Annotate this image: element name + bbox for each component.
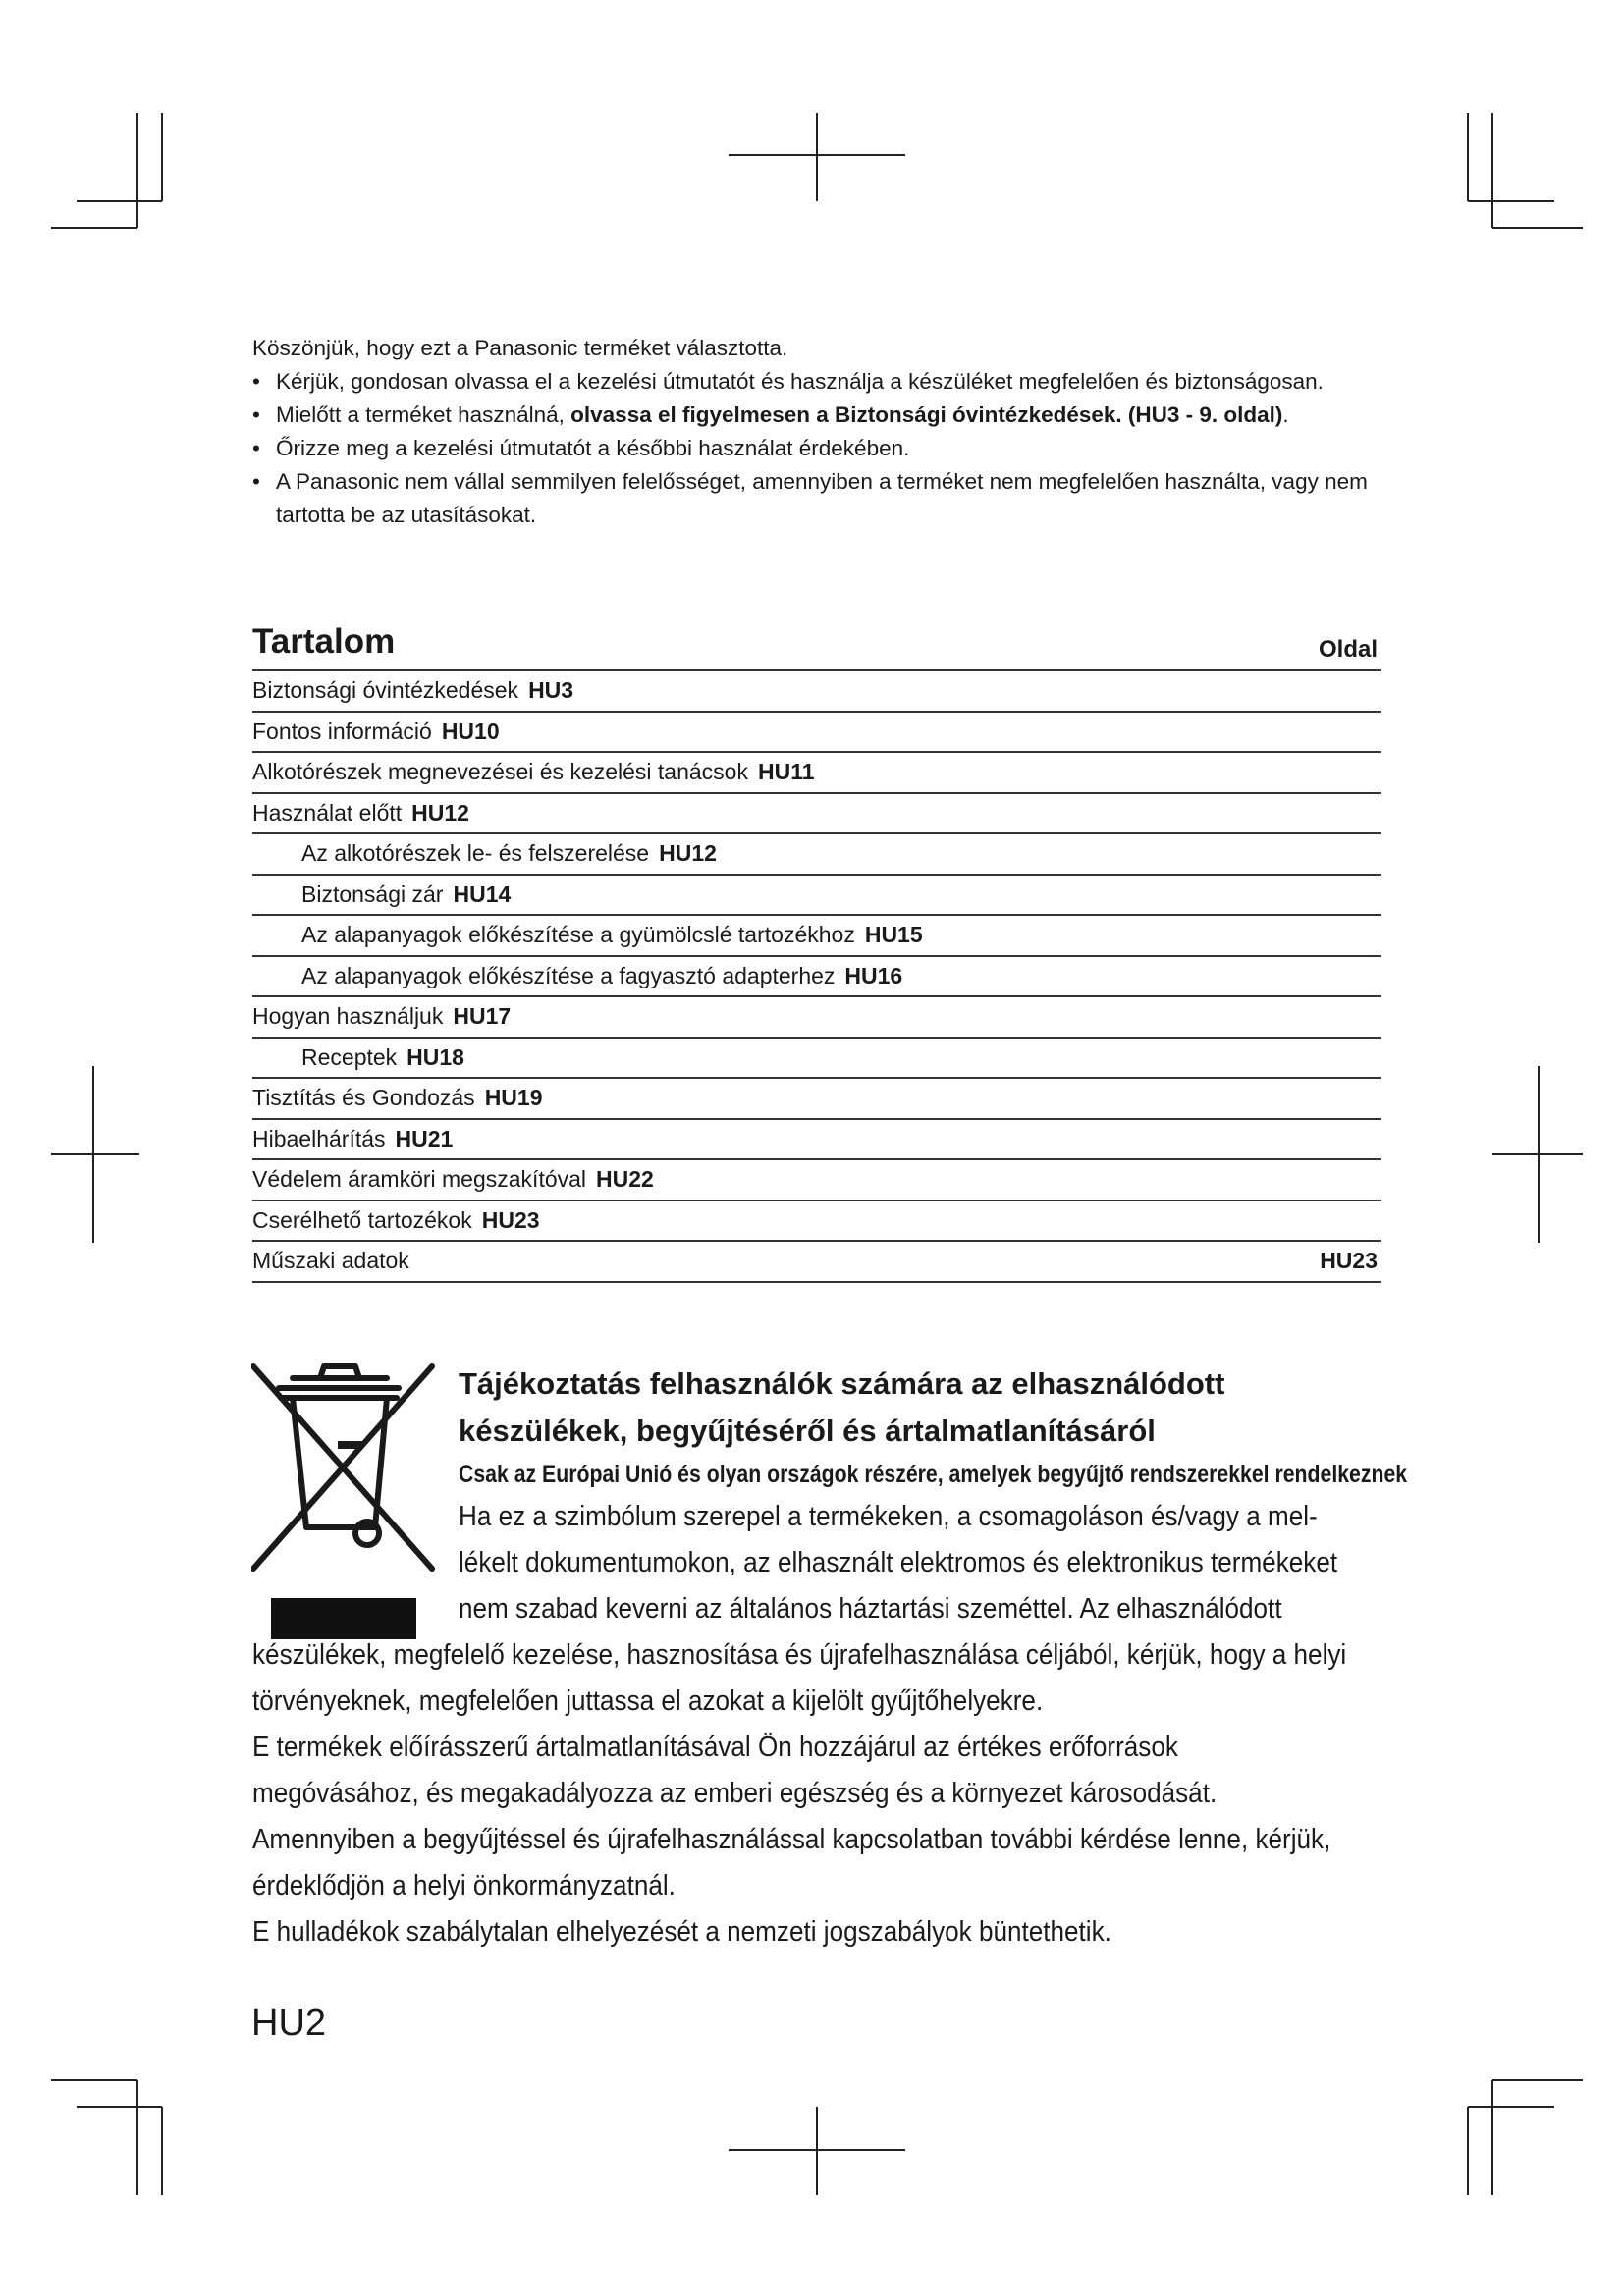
toc-page-ref: HU17 bbox=[453, 1003, 512, 1029]
intro-bullet: • A Panasonic nem vállal semmilyen felelősséget, amennyiben a terméket nem megfelelően használta, vagy nem tartotta be az utasításokat. bbox=[252, 465, 1381, 532]
toc-row[interactable] bbox=[252, 794, 1381, 835]
intro-section bbox=[252, 332, 1381, 532]
toc-row[interactable] bbox=[252, 1242, 1381, 1283]
toc-entry-title: Biztonsági zár bbox=[301, 881, 444, 907]
toc-entry-title: Receptek bbox=[301, 1043, 398, 1070]
toc-entry-title: Cserélhető tartozékok bbox=[252, 1206, 472, 1233]
intro-bullet-list bbox=[252, 365, 1381, 532]
intro-bullet: • Kérjük, gondosan olvassa el a kezelési útmutatót és használja a készüléket megfelelően és biztonságosan. bbox=[252, 365, 1381, 399]
toc-page-ref: HU23 bbox=[481, 1206, 540, 1233]
toc-entry-title: Alkotórészek megnevezései és kezelési tanácsok bbox=[252, 759, 748, 784]
toc-entry-title: Hibaelhárítás bbox=[252, 1125, 386, 1151]
page-number: HU2 bbox=[251, 2002, 327, 2044]
toc-row[interactable] bbox=[252, 997, 1381, 1039]
intro-bullet-text: . bbox=[1282, 402, 1289, 427]
weee-text-line: nem szabad keverni az általános háztartási szeméttel. Az elhasználódott bbox=[459, 1593, 1282, 1625]
toc-entry-title: Műszaki adatok bbox=[252, 1248, 409, 1273]
weee-text-line: Amennyiben a begyűjtéssel és újrafelhasználással kapcsolatban további kérdése lenne, kérjük, bbox=[252, 1824, 1331, 1855]
weee-text-line: Ha ez a szimbólum szerepel a termékeken, a csomagoláson és/vagy a mel- bbox=[459, 1501, 1318, 1532]
toc-header bbox=[252, 618, 1381, 671]
toc-entry-title: Hogyan használjuk bbox=[252, 1003, 444, 1029]
toc-entry-title: Az alkotórészek le- és felszerelése bbox=[301, 840, 650, 866]
toc-entry-title: Biztonsági óvintézkedések bbox=[252, 677, 519, 703]
toc-page-label: Oldal bbox=[1318, 636, 1378, 663]
toc-page-ref: HU12 bbox=[411, 799, 469, 826]
weee-text-line: érdeklődjön a helyi önkormányzatnál. bbox=[252, 1870, 676, 1901]
toc-page-ref: HU14 bbox=[453, 881, 512, 907]
toc-title: Tartalom bbox=[252, 622, 396, 661]
toc-page-ref: HU21 bbox=[395, 1125, 454, 1151]
toc-row[interactable] bbox=[252, 1160, 1381, 1201]
intro-bullet-text: Mielőtt a terméket használná, bbox=[276, 402, 571, 427]
toc-row[interactable] bbox=[252, 753, 1381, 794]
weee-text-line: megóvásához, és megakadályozza az emberi egészség és a környezet károsodását. bbox=[252, 1778, 1218, 1809]
weee-heading-line: készülékek, begyűjtéséről és ártalmatlanításáról bbox=[459, 1414, 1156, 1448]
toc-page-ref: HU19 bbox=[484, 1085, 543, 1110]
weee-text-line: törvényeknek, megfelelően juttassa el azokat a kijelölt gyűjtőhelyekre. bbox=[252, 1685, 1044, 1717]
weee-text-line: E termékek előírásszerű ártalmatlanításával Ön hozzájárul az értékes erőforrások bbox=[252, 1732, 1178, 1763]
toc-page-ref: HU10 bbox=[441, 718, 500, 744]
toc-row[interactable] bbox=[252, 957, 1381, 998]
toc-entry-title: Védelem áramköri megszakítóval bbox=[252, 1166, 587, 1192]
toc-entry-title: Az alapanyagok előkészítése a gyümölcslé tartozékhoz bbox=[301, 922, 855, 947]
weee-text-line: lékelt dokumentumokon, az elhasznált elektromos és elektronikus termékeket bbox=[459, 1547, 1338, 1578]
toc-entry-title: Az alapanyagok előkészítése a fagyasztó adapterhez bbox=[301, 962, 836, 988]
toc-row[interactable] bbox=[252, 713, 1381, 754]
toc-row[interactable] bbox=[252, 1039, 1381, 1080]
weee-heading-line: Tájékoztatás felhasználók számára az elhasználódott bbox=[459, 1366, 1225, 1401]
weee-text-line: E hulladékok szabálytalan elhelyezését a nemzeti jogszabályok büntethetik. bbox=[252, 1916, 1111, 1948]
toc-entry-title: Használat előtt bbox=[252, 799, 403, 826]
toc-row[interactable] bbox=[252, 876, 1381, 917]
toc-entry-title: Fontos információ bbox=[252, 718, 432, 744]
toc-page-ref: HU23 bbox=[1320, 1248, 1378, 1273]
intro-bullet: • Őrizze meg a kezelési útmutatót a későbbi használat érdekében. bbox=[252, 432, 1381, 465]
toc-page-ref: HU3 bbox=[528, 677, 574, 703]
toc-row[interactable] bbox=[252, 916, 1381, 957]
toc-row[interactable] bbox=[252, 1079, 1381, 1120]
intro-bullet bbox=[252, 399, 1381, 432]
intro-thanks: Köszönjük, hogy ezt a Panasonic terméket választotta. bbox=[252, 336, 788, 360]
toc-page-ref: HU16 bbox=[844, 962, 903, 988]
toc-row[interactable] bbox=[252, 1201, 1381, 1243]
weee-text-line: készülékek, megfelelő kezelése, hasznosítása és újrafelhasználása céljából, kérjük, hogy a helyi bbox=[252, 1639, 1347, 1671]
weee-subheading: Csak az Európai Unió és olyan országok részére, amelyek begyűjtő rendszerekkel rendelkeznek bbox=[459, 1461, 1408, 1488]
toc-entry-title: Tisztítás és Gondozás bbox=[252, 1085, 475, 1110]
weee-section bbox=[252, 1361, 1406, 1955]
toc-row[interactable] bbox=[252, 834, 1381, 876]
toc-page-ref: HU22 bbox=[596, 1166, 654, 1192]
toc-page-ref: HU15 bbox=[864, 922, 923, 947]
toc-row[interactable] bbox=[252, 1120, 1381, 1161]
intro-bullet-emphasis: olvassa el figyelmesen a Biztonsági óvintézkedések. (HU3 - 9. oldal) bbox=[570, 402, 1283, 427]
toc-page-ref: HU11 bbox=[757, 759, 815, 784]
table-of-contents bbox=[252, 618, 1381, 1283]
toc-row[interactable] bbox=[252, 671, 1381, 713]
toc-page-ref: HU12 bbox=[659, 840, 717, 866]
toc-page-ref: HU18 bbox=[406, 1043, 464, 1070]
